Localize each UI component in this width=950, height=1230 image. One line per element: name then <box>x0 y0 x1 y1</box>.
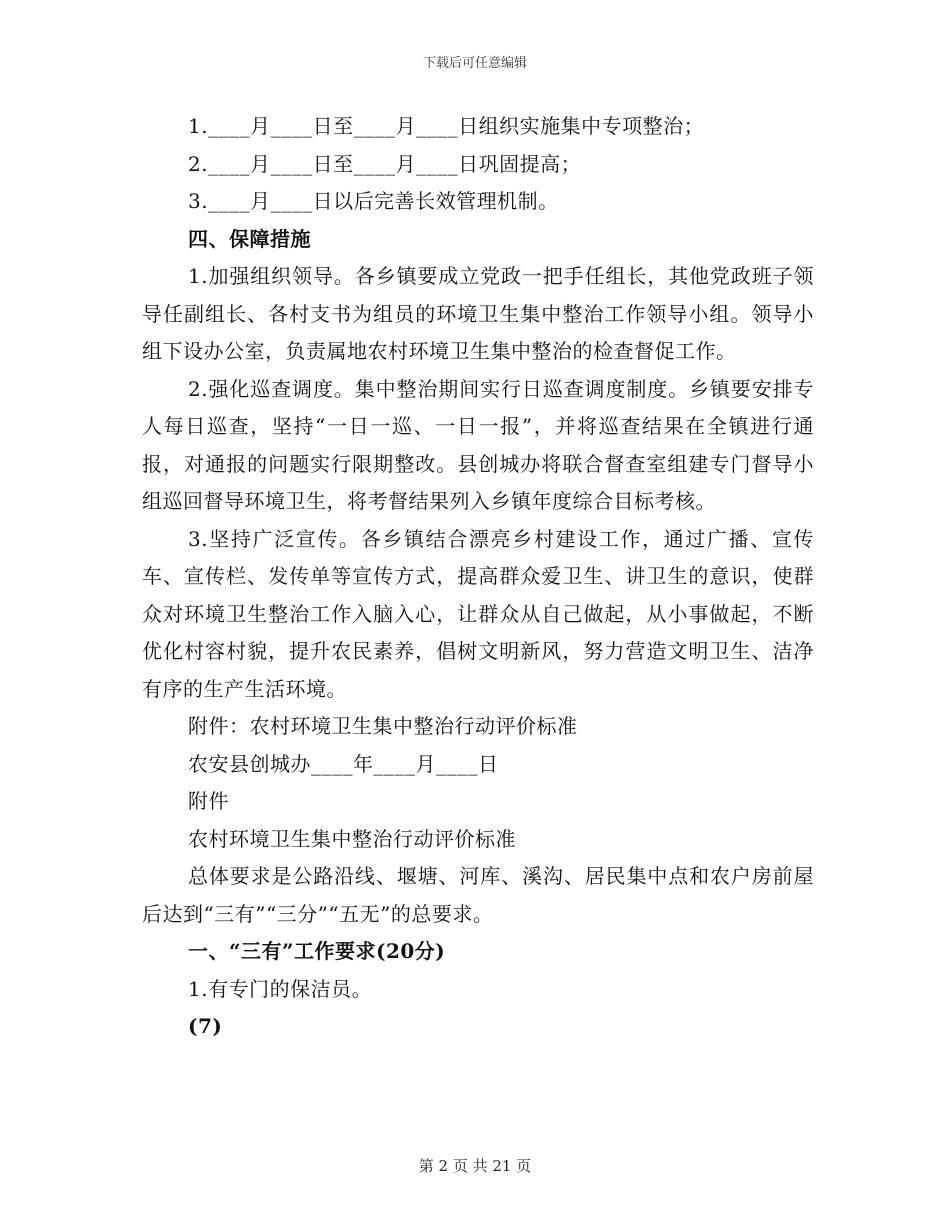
paragraph-organization: 1.加强组织领导。各乡镇要成立党政一把手任组长，其他党政班子领导任副组长、各村支书为组员的环境卫生集中整治工作领导小组。领导小组下设办公室，负责属地农村环境卫生集中整治的检查督促工作。 <box>142 264 814 363</box>
document-body <box>142 108 814 1046</box>
paragraph-attachment-label: 附件 <box>188 789 229 813</box>
section-heading-safeguards: 四、保障措施 <box>188 226 311 251</box>
section-heading-three-haves: 一、“三有”工作要求(20分) <box>188 939 446 963</box>
paragraph-publicity: 3.坚持广泛宣传。各乡镇结合漂亮乡村建设工作，通过广播、宣传车、宣传栏、发传单等宣传方式，提高群众爱卫生、讲卫生的意识，使群众对环境卫生整治工作入脑入心，让群众从自己做起，从小事做起，不断优化村容村貌，提升农民素养，倡树文明新风，努力营造文明卫生、洁净有序的生产生活环境。 <box>142 526 814 701</box>
page-footer-number: 第 2 页 共 21 页 <box>418 1157 532 1175</box>
paragraph-score-marker: (7) <box>188 1014 223 1038</box>
attachment-title: 农村环境卫生集中整治行动评价标准 <box>188 826 516 851</box>
paragraph-attachment-note: 附件：农村环境卫生集中整治行动评价标准 <box>188 714 578 738</box>
paragraph-schedule-1: 1.____月____日至____月____日组织实施集中专项整治； <box>188 114 705 138</box>
paragraph-inspection: 2.强化巡查调度。集中整治期间实行日巡查调度制度。乡镇要安排专人每日巡查，坚持“一日一巡、一日一报”，并将巡查结果在全镇进行通报，对通报的问题实行限期整改。县创城办将联合督查室组建专门督导小组巡回督导环境卫生，将考督结果列入乡镇年度综合目标考核。 <box>142 376 814 513</box>
paragraph-overall-requirements: 总体要求是公路沿线、堰塘、河库、溪沟、居民集中点和农户房前屋后达到“三有”“三分”“五无”的总要求。 <box>142 864 814 926</box>
paragraph-cleaner-item: 1.有专门的保洁员。 <box>188 976 373 1001</box>
paragraph-signature-date: 农安县创城办____年____月____日 <box>188 751 499 776</box>
paragraph-schedule-3: 3.____月____日以后完善长效管理机制。 <box>188 189 559 213</box>
paragraph-schedule-2: 2.____月____日至____月____日巩固提高； <box>188 151 582 176</box>
page-header-note: 下载后可任意编辑 <box>422 56 527 71</box>
